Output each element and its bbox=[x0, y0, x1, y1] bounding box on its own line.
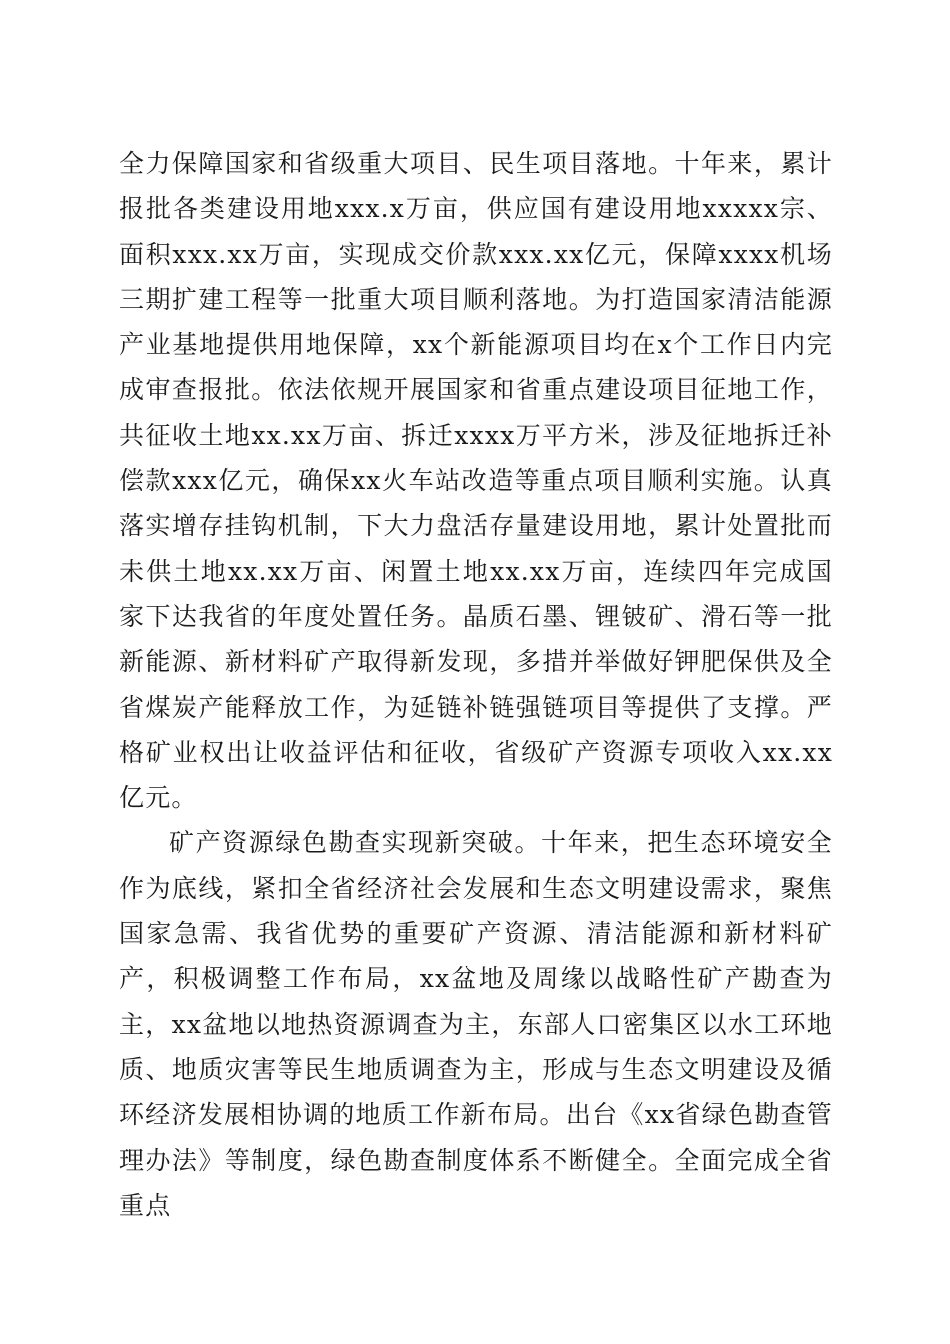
document-body bbox=[119, 141, 833, 1228]
paragraph-mineral-exploration: 矿产资源绿色勘查实现新突破。十年来，把生态环境安全作为底线，紧扣全省经济社会发展和生态文明建设需求，聚焦国家急需、我省优势的重要矿产资源、清洁能源和新材料矿产，积极调整工作布局，xx盆地及周缘以战略性矿产勘查为主，xx盆地以地热资源调查为主，东部人口密集区以水工环地质、地质灾害等民生地质调查为主，形成与生态文明建设及循环经济发展相协调的地质工作新布局。出台《xx省绿色勘查管理办法》等制度，绿色勘查制度体系不断健全。全面完成全省重点 bbox=[119, 828, 833, 1220]
paragraph-land-supply: 全力保障国家和省级重大项目、民生项目落地。十年来，累计报批各类建设用地xxx.x万亩，供应国有建设用地xxxxx宗、面积xxx.xx万亩，实现成交价款xxx.xx亿元，保障xxxx机场三期扩建工程等一批重大项目顺利落地。为打造国家清洁能源产业基地提供用地保障，xx个新能源项目均在x个工作日内完成审查报批。依法依规开展国家和省重点建设项目征地工作，共征收土地xx.xx万亩、拆迁xxxx万平方米，涉及征地拆迁补偿款xxx亿元，确保xx火车站改造等重点项目顺利实施。认真落实增存挂钩机制，下大力盘活存量建设用地，累计处置批而未供土地xx.xx万亩、闲置土地xx.xx万亩，连续四年完成国家下达我省的年度处置任务。晶质石墨、锂铍矿、滑石等一批新能源、新材料矿产取得新发现，多措并举做好钾肥保供及全省煤炭产能释放工作，为延链补链强链项目等提供了支撑。严格矿业权出让收益评估和征收，省级矿产资源专项收入xx.xx亿元。 bbox=[119, 149, 833, 813]
